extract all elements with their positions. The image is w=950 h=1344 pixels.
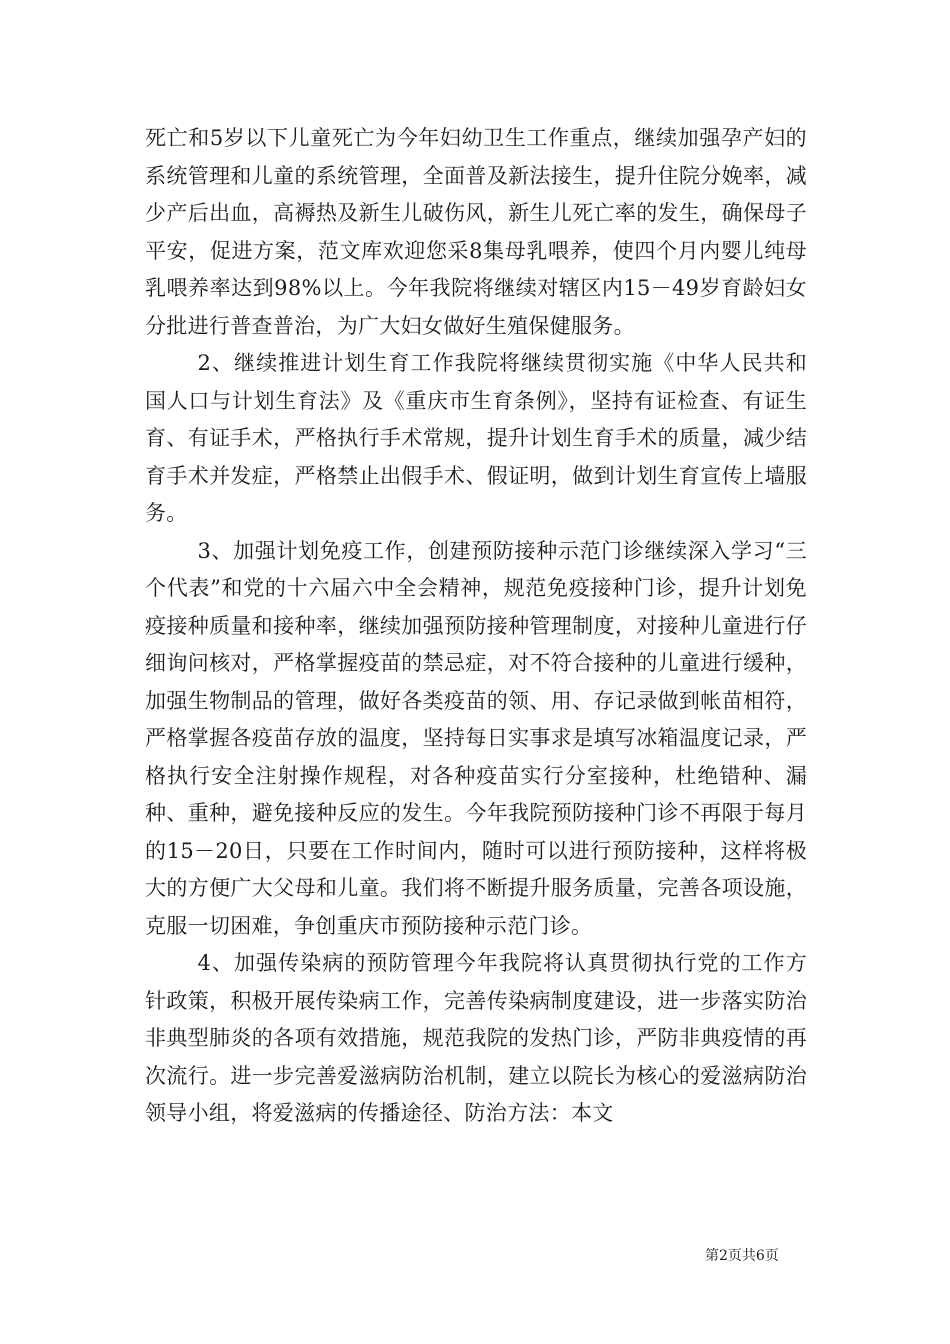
paragraph-immunization: 3、加强计划免疫工作，创建预防接种示范门诊继续深入学习“三个代表”和党的十六届六中全会精神，规范免疫接种门诊，提升计划免疫接种质量和接种率，继续加强预防接种管理制度，对接种儿童进行仔细询问核对，严格掌握疫苗的禁忌症，对不符合接种的儿童进行缓种，加强生物制品的管理，做好各类疫苗的领、用、存记录做到帐苗相符，严格掌握各疫苗存放的温度，坚持每日实事求是填写冰箱温度记录，严格执行安全注射操作规程，对各种疫苗实行分室接种，杜绝错种、漏种、重种，避免接种反应的发生。今年我院预防接种门诊不再限于每月的15－20日，只要在工作时间内，随时可以进行预防接种，这样将极大的方便广大父母和儿童。我们将不断提升服务质量，完善各项设施，克服一切困难，争创重庆市预防接种示范门诊。 xyxy=(145,538,807,938)
paragraph-infectious-disease: 4、加强传染病的预防管理今年我院将认真贯彻执行党的工作方针政策，积极开展传染病工作，完善传染病制度建设，进一步落实防治非典型肺炎的各项有效措施，规范我院的发热门诊，严防非典疫情的再次流行。进一步完善爱滋病防治机制，建立以院长为核心的爱滋病防治领导小组，将爱滋病的传播途径、防治方法：本文 xyxy=(145,951,807,1125)
paragraph-continuation: 死亡和5岁以下儿童死亡为今年妇幼卫生工作重点，继续加强孕产妇的系统管理和儿童的系统管理，全面普及新法接生，提升住院分娩率，减少产后出血，高褥热及新生儿破伤风，新生儿死亡率的发生，确保母子平安，促进方案，范文库欢迎您采8集母乳喂养，使四个月内婴儿纯母乳喂养率达到98%以上。今年我院将继续对辖区内15－49岁育龄妇女分批进行普查普治，为广大妇女做好生殖保健服务。 xyxy=(145,126,807,338)
document-body xyxy=(145,120,807,1133)
page-number-footer: 第2页共6页 xyxy=(705,1248,779,1264)
paragraph-family-planning: 2、继续推进计划生育工作我院将继续贯彻实施《中华人民共和国人口与计划生育法》及《重庆市生育条例》，坚持有证检查、有证生育、有证手术，严格执行手术常规，提升计划生育手术的质量，减少结育手术并发症，严格禁止出假手术、假证明，做到计划生育宣传上墙服务。 xyxy=(145,351,807,525)
